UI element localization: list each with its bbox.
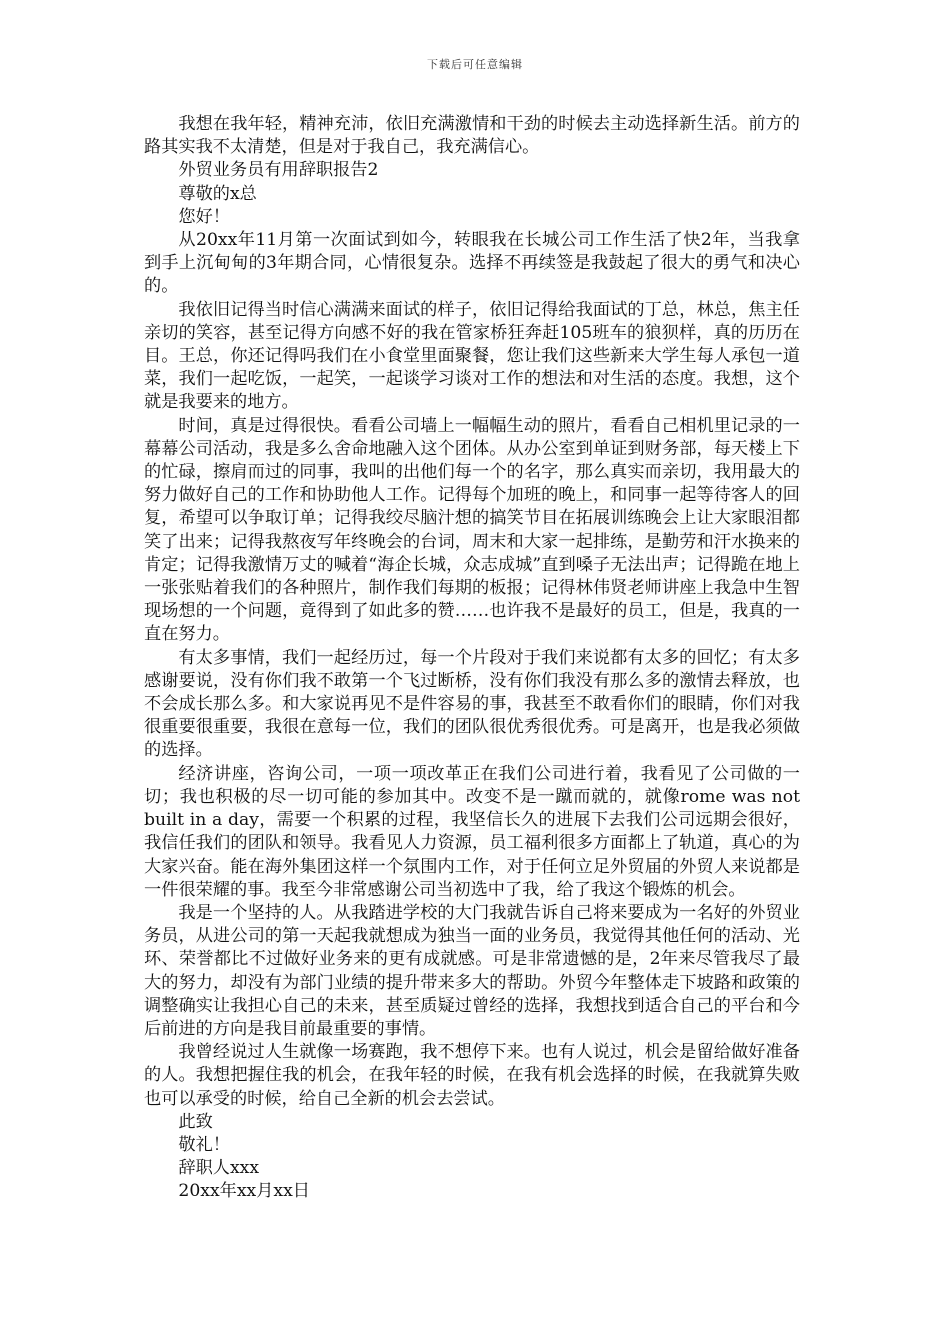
paragraph-reform: 经济讲座，咨询公司，一项一项改革正在我们公司进行着，我看见了公司做的一切；我也积极的尽一切可能的参加其中。改变不是一蹴而就的，就像rome was not built in a day，需要一个积累的过程，我坚信长久的进展下去我们公司远期会很好，我信任我们的团队和领导。我看见人力资源，员工福利很多方面都上了轨道，真心的为大家兴奋。能在海外集团这样一个氛围内工作，对于任何立足外贸届的外贸人来说都是一件很荣耀的事。我至今非常感谢公司当初选中了我，给了我这个锻炼的机会。 <box>144 763 800 900</box>
paragraph-persistence: 我是一个坚持的人。从我踏进学校的大门我就告诉自己将来要成为一名好的外贸业务员，从进公司的第一天起我就想成为独当一面的业务员，我觉得其他任何的活动、光环、荣誉都比不过做好业务来的更有成就感。可是非常遗憾的是，2年来尽管我尽了最大的努力，却没有为部门业绩的提升带来多大的帮助。外贸今年整体走下坡路和政策的调整确实让我担心自己的未来，甚至质疑过曾经的选择，我想找到适合自己的平台和今后前进的方向是我目前最重要的事情。 <box>144 902 800 1039</box>
closing-cizhi: 此致 <box>178 1111 213 1132</box>
paragraph-experiences: 有太多事情，我们一起经历过，每一个片段对于我们来说都有太多的回忆；有太多感谢要说，没有你们我不敢第一个飞过断桥，没有你们我没有那么多的激情去释放，也不会成长那么多。和大家说再见不是件容易的事，我甚至不敢看你们的眼睛，你们对我很重要很重要，我很在意每一位，我们的团队很优秀很优秀。可是离开，也是我必须做的选择。 <box>144 647 800 761</box>
document-body <box>144 113 800 1204</box>
paragraph-intro: 我想在我年轻，精神充沛，依旧充满激情和干劲的时候去主动选择新生活。前方的路其实我不太清楚，但是对于我自己，我充满信心。 <box>144 114 800 158</box>
signature: 辞职人xxx <box>178 1158 260 1179</box>
date: 20xx年xx月xx日 <box>178 1181 310 1202</box>
document-title: 外贸业务员有用辞职报告2 <box>178 160 379 181</box>
page-header-note: 下载后可任意编辑 <box>427 58 523 71</box>
paragraph-time: 时间，真是过得很快。看看公司墙上一幅幅生动的照片，看看自己相机里记录的一幕幕公司活动，我是多么舍命地融入这个团体。从办公室到单证到财务部，每天楼上下的忙碌，擦肩而过的同事，我叫的出他们每一个的名字，那么真实而亲切，我用最大的努力做好自己的工作和协助他人工作。记得每个加班的晚上，和同事一起等待客人的回复，希望可以争取订单；记得我绞尽脑汁想的搞笑节目在拓展训练晚会上让大家眼泪都笑了出来；记得我熬夜写年终晚会的台词，周末和大家一起排练，是勤劳和汗水换来的肯定；记得我激情万丈的喊着“海企长城，众志成城”直到嗓子无法出声；记得跪在地上一张张贴着我们的各种照片，制作我们每期的板报；记得林伟贤老师讲座上我急中生智现场想的一个问题，竟得到了如此多的赞……也许我不是最好的员工，但是，我真的一直在努力。 <box>144 415 800 645</box>
salutation: 尊敬的x总 <box>178 183 257 204</box>
paragraph-contract: 从20xx年11月第一次面试到如今，转眼我在长城公司工作生活了快2年，当我拿到手上沉甸甸的3年期合同，心情很复杂。选择不再续签是我鼓起了很大的勇气和决心的。 <box>144 230 800 297</box>
paragraph-interview-memory: 我依旧记得当时信心满满来面试的样子，依旧记得给我面试的丁总，林总，焦主任亲切的笑容，甚至记得方向感不好的我在管家桥狂奔赶105班车的狼狈样，真的历历在目。王总，你还记得吗我们在小食堂里面聚餐，您让我们这些新来大学生每人承包一道菜，我们一起吃饭，一起笑，一起谈学习谈对工作的想法和对生活的态度。我想，这个就是我要来的地方。 <box>144 299 800 413</box>
greeting: 您好！ <box>178 206 230 227</box>
paragraph-opportunity: 我曾经说过人生就像一场赛跑，我不想停下来。也有人说过，机会是留给做好准备的人。我想把握住我的机会，在我年轻的时候，在我有机会选择的时候，在我就算失败也可以承受的时候，给自己全新的机会去尝试。 <box>144 1042 800 1109</box>
closing-jingli: 敬礼！ <box>178 1134 230 1155</box>
